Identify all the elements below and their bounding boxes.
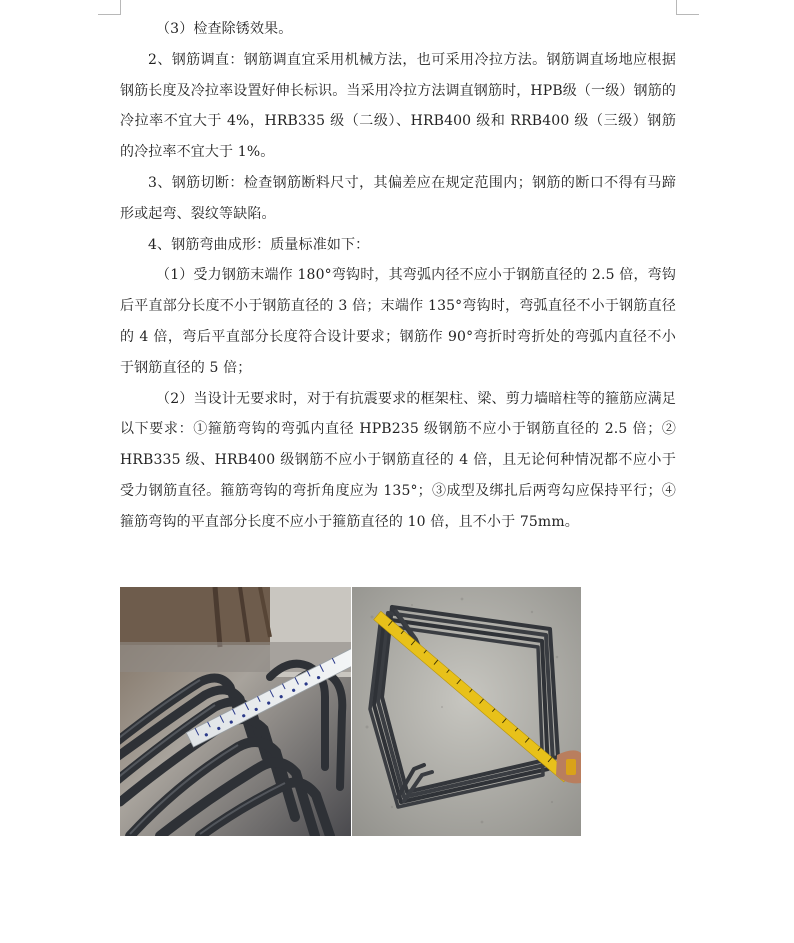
paragraph-straightening: 2、钢筋调直：钢筋调直宜采用机械方法，也可采用冷拉方法。钢筋调直场地应根据钢筋长度及冷拉率设置好伸长标识。当采用冷拉方法调直钢筋时，HPB级（一级）钢筋的冷拉率不宜大于 4%，HRB335 级（二级）、HRB400 级和 RRB400 级（三级）钢筋的冷拉率不宜大于 1%。 [120,51,676,161]
rebar-hook-photo [120,587,351,836]
figure-row [120,587,582,836]
paragraph-cutting: 3、钢筋切断：检查钢筋断料尺寸，其偏差应在规定范围内；钢筋的断口不得有马蹄形或起弯、裂纹等缺陷。 [120,174,676,222]
corner-mark-top-left [98,0,121,15]
stirrup-photo [352,587,581,836]
corner-mark-top-right [676,0,699,15]
paragraph-bending-heading: 4、钢筋弯曲成形：质量标准如下： [148,236,370,253]
document-body [120,14,676,538]
paragraph-bending-rule-2: （2）当设计无要求时，对于有抗震要求的框架柱、梁、剪力墙暗柱等的箍筋应满足以下要求：①箍筋弯钩的弯弧内直径 HPB235 级钢筋不应小于钢筋直径的 2.5 倍；② HRB335 级、HRB400 级钢筋不应小于钢筋直径的 4 倍，且无论何种情况都不应小于受力钢筋直径。箍筋弯钩的弯折角度应为 135°；③成型及绑扎后两弯勾应保持平行；④箍筋弯钩的平直部分长度不应小于箍筋直径的 10 倍，且不小于 75mm。 [120,390,676,530]
paragraph-rust-check: （3）检查除锈效果。 [156,21,293,37]
paragraph-bending-rule-1: （1）受力钢筋末端作 180°弯钩时，其弯弧内径不应小于钢筋直径的 2.5 倍，弯钩后平直部分长度不小于钢筋直径的 3 倍；末端作 135°弯钩时，弯弧直径不小于钢筋直径的 4 倍，弯后平直部分长度符合设计要求；钢筋作 90°弯折时弯折处的弯弧内直径不小于钢筋直径的 5 倍； [120,267,676,376]
